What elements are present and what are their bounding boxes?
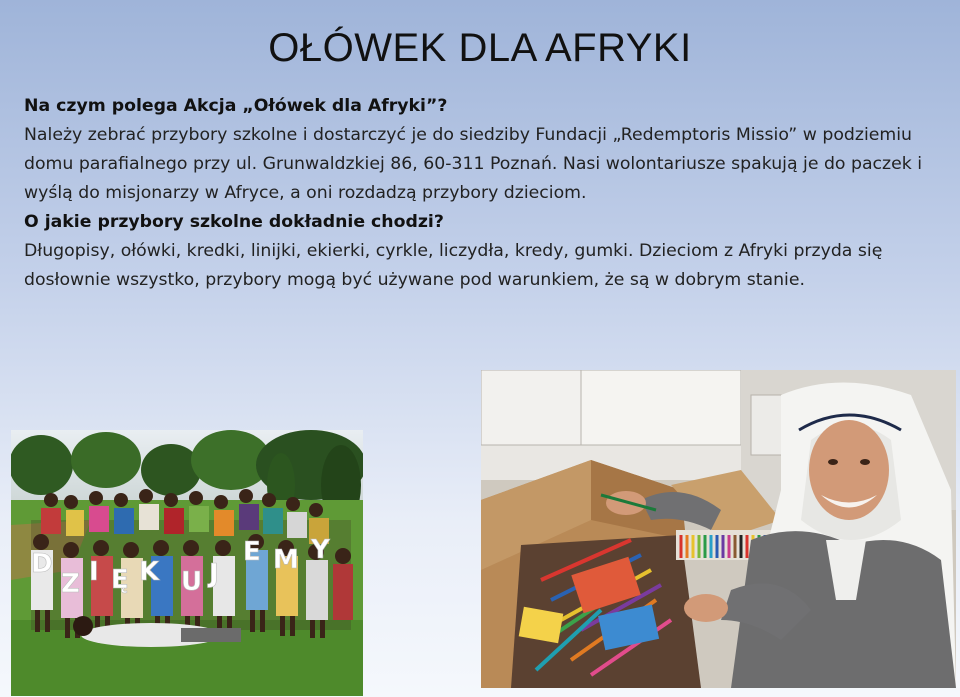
answer-2: Długopisy, ołówki, kredki, linijki, ekierki, cyrkle, liczydła, kredy, gumki. Dzieciom z Afryki przyda się dosłownie wszystko, przybory mogą być używane pod warunkiem, że są w dobrym stanie. [24,241,883,290]
letter-sign: K [139,557,160,587]
letter-sign: I [89,557,99,587]
letter-sign: E [243,537,261,567]
slide-title: OŁÓWEK DLA AFRYKI [268,26,692,70]
nun-photo [481,370,956,688]
question-2: O jakie przybory szkolne dokładnie chodzi? [24,212,444,232]
letter-sign: M [273,545,299,575]
question-1: Na czym polega Akcja „Ołówek dla Afryki”? [24,96,448,116]
children-photo [11,430,363,696]
letter-sign: Z [61,569,80,599]
letter-sign: Ę [111,565,129,595]
letter-sign: D [31,549,53,579]
letter-sign: J [209,559,219,589]
slide-body [24,92,944,295]
letter-sign: Y [311,535,330,565]
letter-sign: U [181,567,203,597]
answer-1: Należy zebrać przybory szkolne i dostarczyć je do siedziby Fundacji „Redemptoris Missio” w podziemiu domu parafialnego przy ul. Grunwaldzkiej 86, 60-311 Poznań. Nasi wolontariusze spakują je do paczek i wyślą do misjonarzy w Afryce, a oni rozdadzą przybory dzieciom. [24,125,923,203]
